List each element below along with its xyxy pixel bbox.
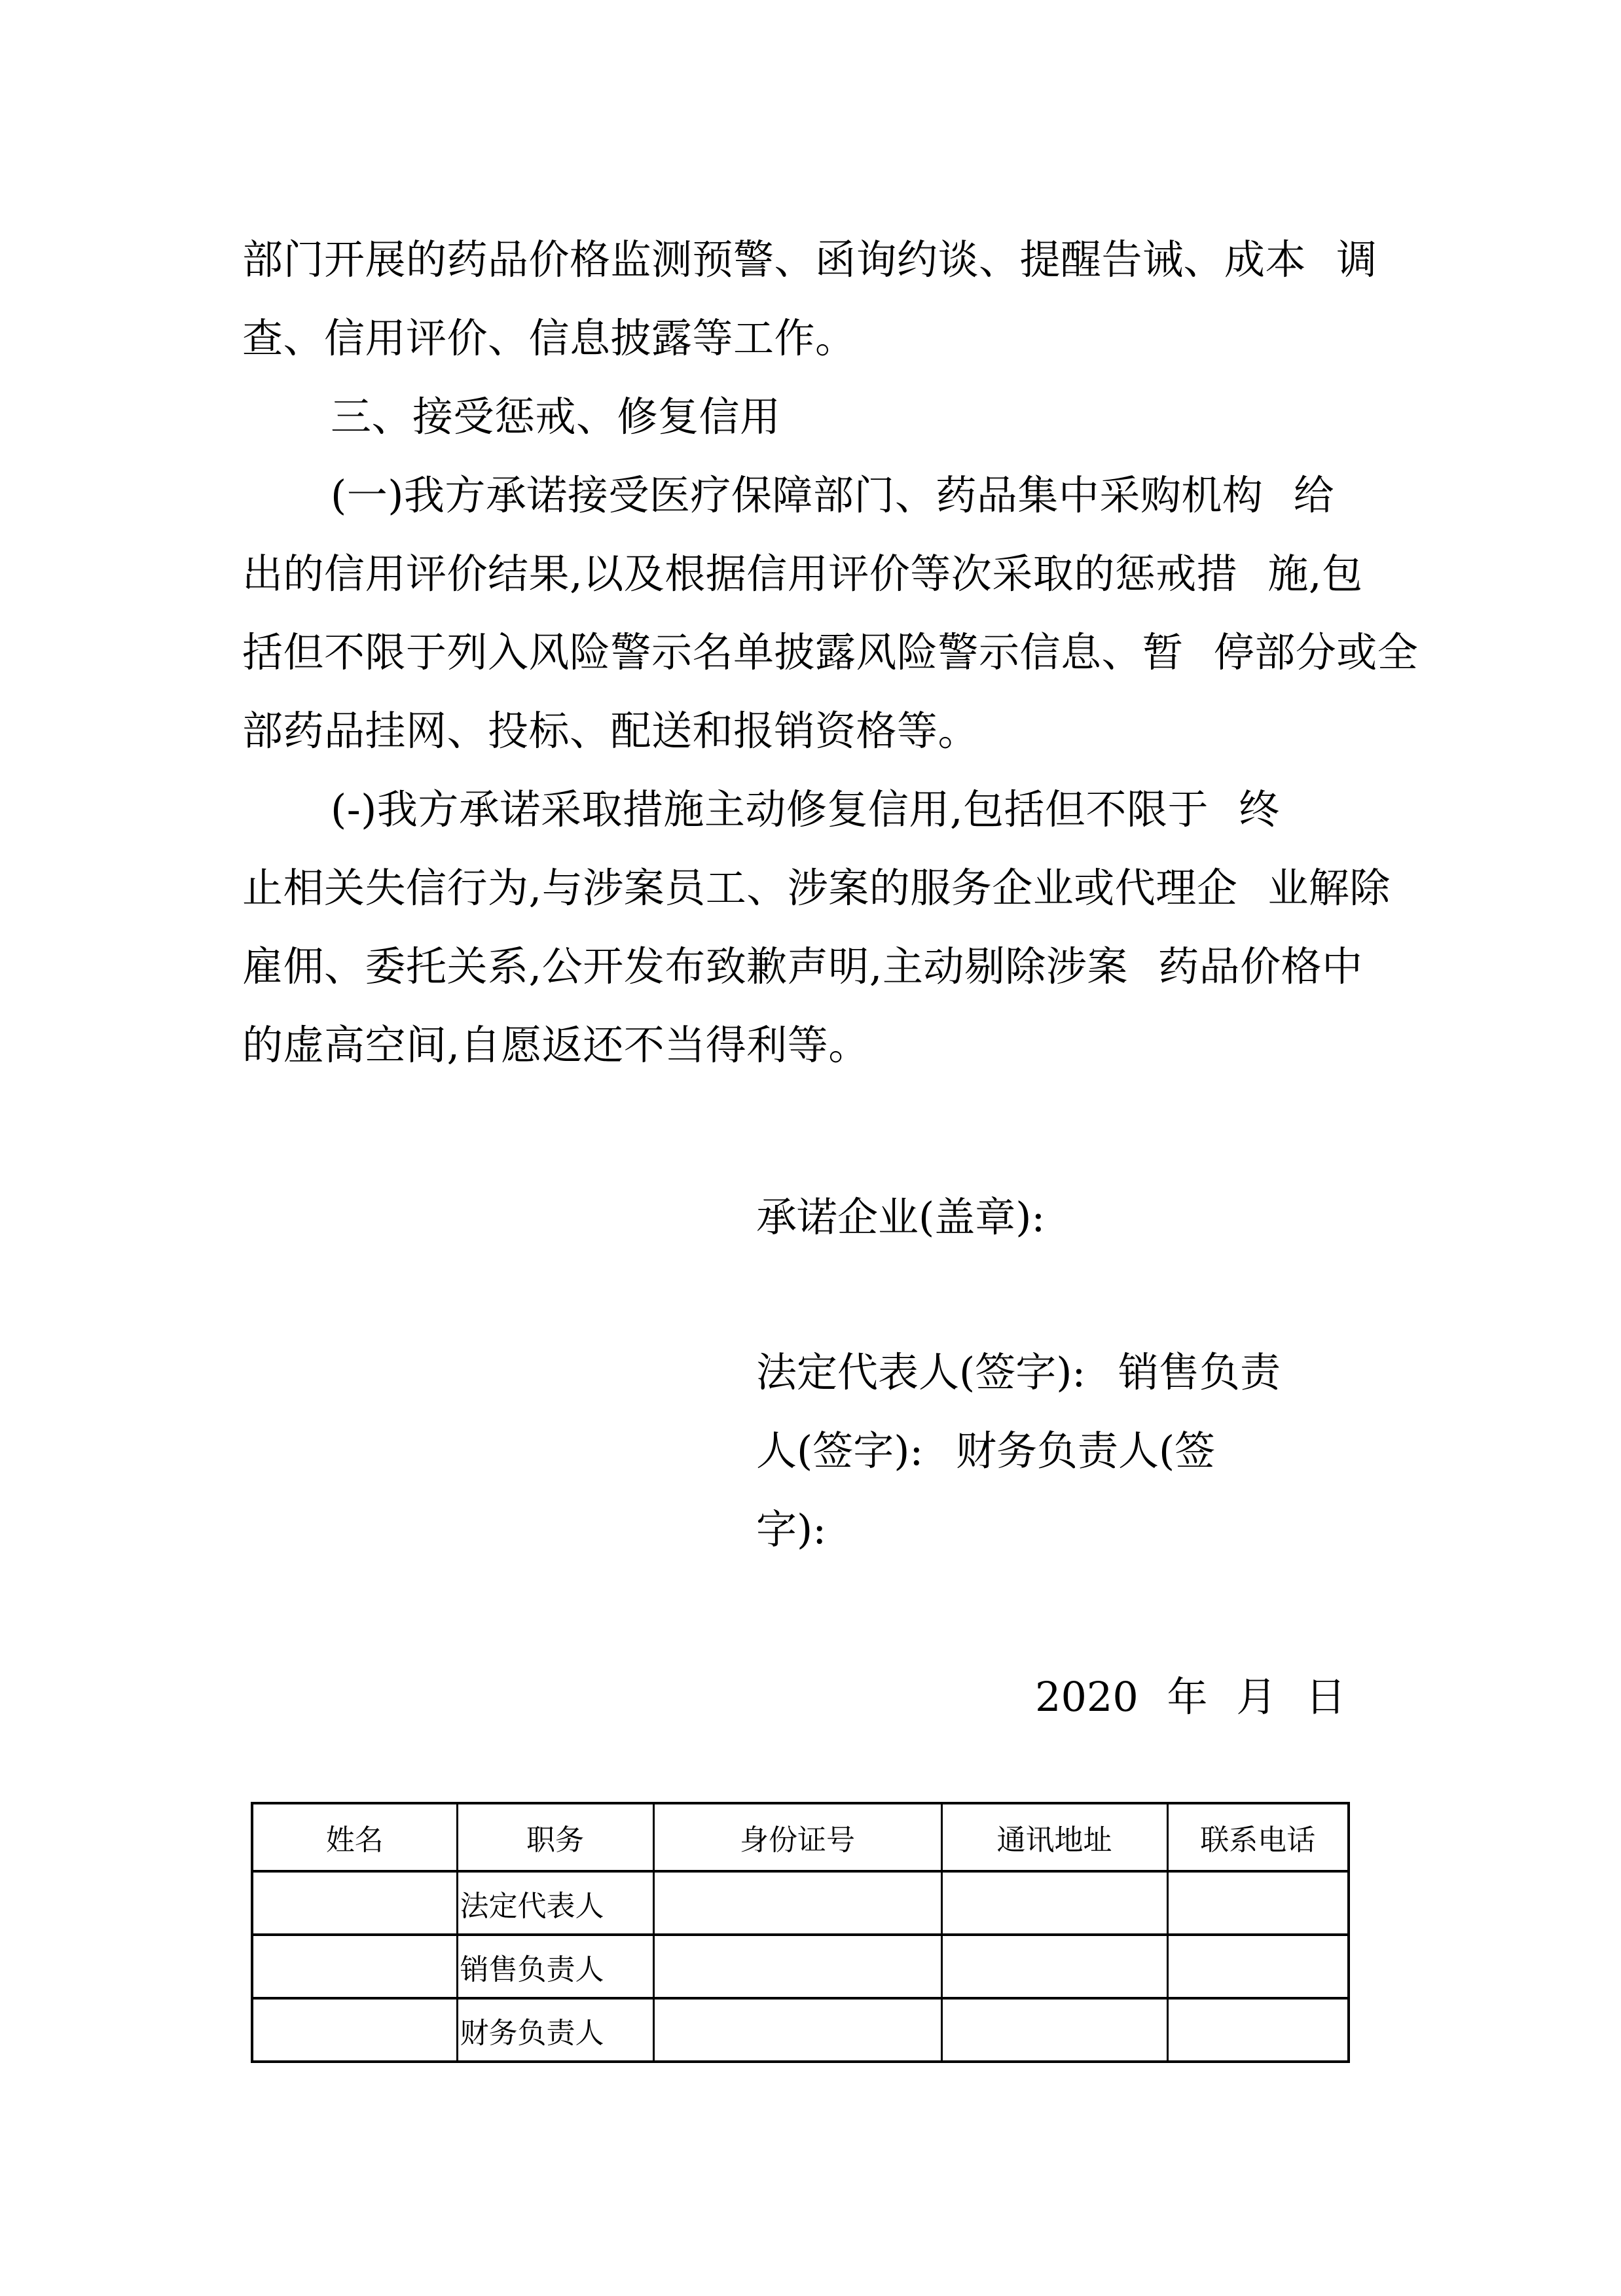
table-header-row [252, 1803, 1349, 1871]
cell-id [653, 1871, 941, 1935]
signer-line: 人(签字): 财务负责人(签 [756, 1427, 1216, 1475]
date-line: 2020 年 月 日 [1035, 1673, 1346, 1721]
section-heading: 三、接受惩戒、修复信用 [331, 393, 781, 440]
column-header-address: 通讯地址 [941, 1803, 1167, 1871]
body-line: 的虚高空间,自愿返还不当得利等。 [242, 1021, 869, 1069]
cell-name [252, 1935, 457, 1998]
body-line: 出的信用评价结果,以及根据信用评价等次采取的惩戒措 施,包 [242, 550, 1363, 598]
column-header-name: 姓名 [252, 1803, 457, 1871]
body-line: 查、信用评价、信息披露等工作。 [242, 314, 856, 362]
cell-id [653, 1935, 941, 1998]
cell-id [653, 1998, 941, 2062]
column-header-id: 身份证号 [653, 1803, 941, 1871]
cell-name [252, 1871, 457, 1935]
body-line: 雇佣、委托关系,公开发布致歉声明,主动剔除涉案 药品价格中 [242, 942, 1363, 990]
column-header-title: 职务 [457, 1803, 653, 1871]
body-line: 括但不限于列入风险警示名单披露风险警示信息、暂 停部分或全 [242, 628, 1419, 676]
cell-title: 法定代表人 [457, 1871, 653, 1935]
body-line: 止相关失信行为,与涉案员工、涉案的服务企业或代理企 业解除 [242, 864, 1391, 912]
signer-line: 字): [756, 1505, 827, 1553]
column-header-phone: 联系电话 [1167, 1803, 1349, 1871]
table-row [252, 1998, 1349, 2062]
body-line: 部药品挂网、投标、配送和报销资格等。 [242, 707, 979, 755]
signer-line: 法定代表人(签字): 销售负责 [756, 1348, 1281, 1396]
body-line: (-)我方承诺采取措施主动修复信用,包括但不限于 终 [331, 785, 1280, 833]
body-line: 部门开展的药品价格监测预警、函询约谈、提醒告诫、成本 调 [242, 236, 1377, 283]
signatories-table [251, 1802, 1350, 2063]
cell-address [941, 1871, 1167, 1935]
table-row [252, 1871, 1349, 1935]
body-line: (一)我方承诺接受医疗保障部门、药品集中采购机构 给 [331, 471, 1335, 519]
cell-title: 财务负责人 [457, 1998, 653, 2062]
cell-name [252, 1998, 457, 2062]
cell-address [941, 1935, 1167, 1998]
cell-phone [1167, 1935, 1349, 1998]
company-seal-line: 承诺企业(盖章): [756, 1193, 1046, 1241]
cell-phone [1167, 1998, 1349, 2062]
cell-title: 销售负责人 [457, 1935, 653, 1998]
body-paragraphs [242, 221, 1419, 1085]
cell-phone [1167, 1871, 1349, 1935]
table-row [252, 1935, 1349, 1998]
signature-block [756, 1178, 1281, 1569]
cell-address [941, 1998, 1167, 2062]
